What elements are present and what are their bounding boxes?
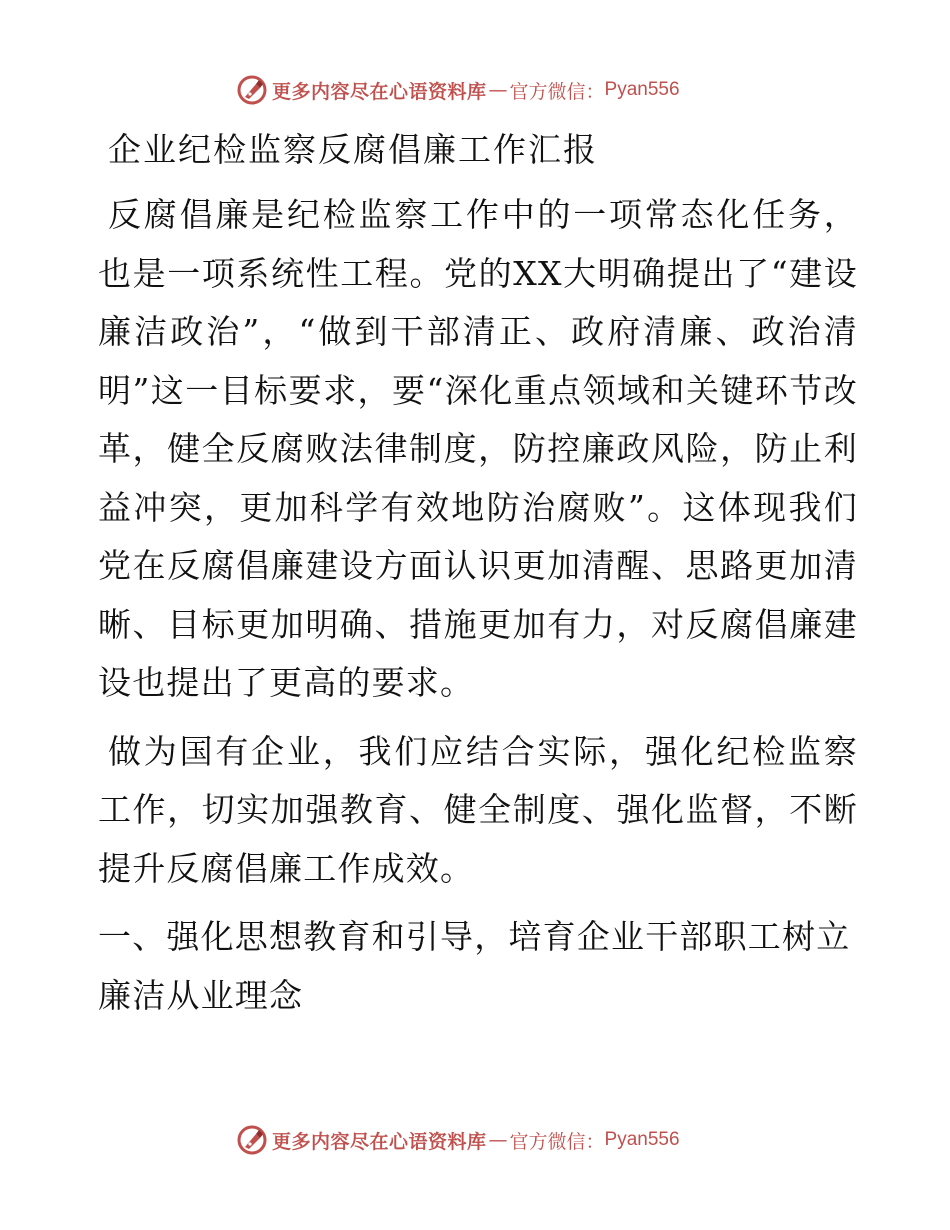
section-heading-text: 一、强化思想教育和引导，培育企业干部职工树立廉洁从业理念 [98, 917, 851, 1015]
paragraph-enterprise [98, 723, 858, 899]
watermark-wechat-id: Pyan556 [604, 1129, 680, 1150]
watermark-wechat-id: Pyan556 [604, 79, 680, 100]
pen-nib-logo-icon [236, 1124, 268, 1156]
watermark-separator: — [488, 1129, 508, 1151]
paragraph-intro [98, 186, 858, 713]
pen-nib-logo-icon [236, 74, 268, 106]
watermark-wechat-label: 官方微信： [509, 80, 605, 103]
footer-watermark [236, 1122, 680, 1158]
watermark-site-text: 更多内容尽在心语资料库 [272, 80, 487, 103]
watermark-separator: — [488, 79, 508, 101]
paragraph-intro-text: 反腐倡廉是纪检监察工作中的一项常态化任务，也是一项系统性工程。党的XX大明确提出了“建设廉洁政治”，“做到干部清正、政府清廉、政治清明”这一目标要求，要“深化重点领域和关键环节改革，健全反腐败法律制度，防控廉政风险，防止利益冲突，更加科学有效地防治腐败”。这体现我们党在反腐倡廉建设方面认识更加清醒、思路更加清晰、目标更加明确、措施更加有力，对反腐倡廉建设也提出了更高的要求。 [98, 195, 858, 702]
document-body [98, 122, 858, 1025]
section-heading [98, 908, 858, 1025]
watermark-site-text: 更多内容尽在心语资料库 [272, 1130, 487, 1153]
watermark-wechat-label: 官方微信： [509, 1130, 605, 1153]
paragraph-enterprise-text: 做为国有企业，我们应结合实际，强化纪检监察工作，切实加强教育、健全制度、强化监督，不断提升反腐倡廉工作成效。 [98, 731, 858, 888]
header-watermark [236, 72, 680, 108]
document-title: 企业纪检监察反腐倡廉工作汇报 [108, 130, 598, 169]
